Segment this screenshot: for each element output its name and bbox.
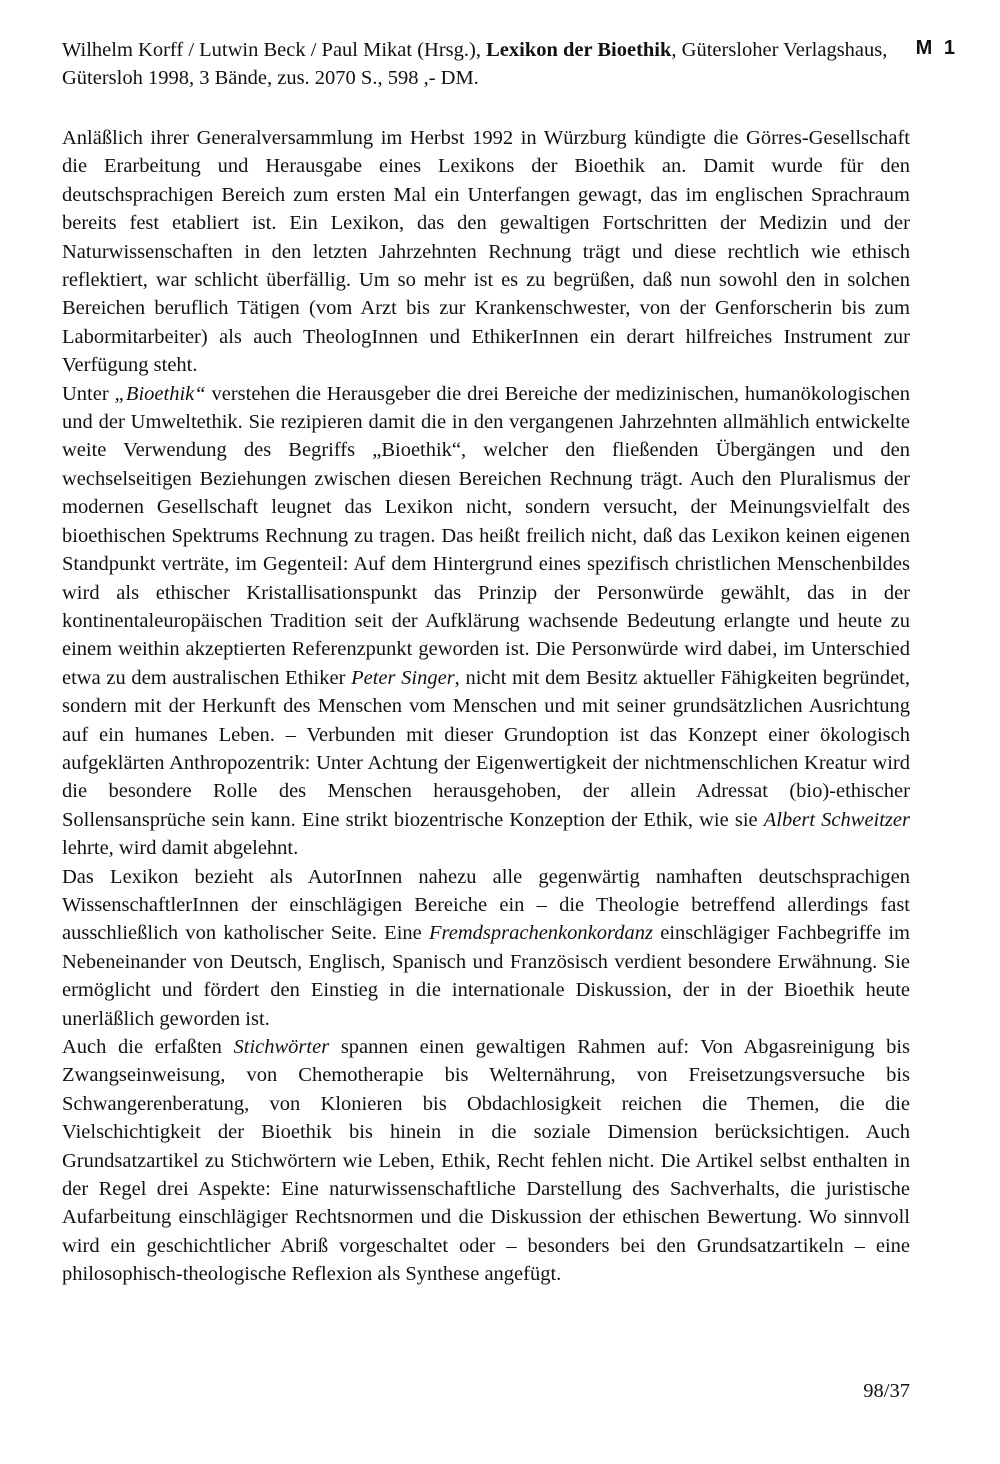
paragraph-4-text-a: Auch die erfaßten [62,1036,234,1058]
paragraph-3-text-a: Das Lexikon bezieht als AutorInnen nahezu alle gegenwärtig namhaften deutschsprachigen WissenschaftlerInnen der einschlägigen Bereiche ein – die Theologie betreffend allerdings fast ausschließlich von katholischer Seite. Eine [62,865,910,945]
paragraph-3 [62,863,910,1033]
paragraph-4-text-b: spannen einen gewaltigen Rahmen auf: Von Abgasreinigung bis Zwangseinweisung, von Chemotherapie bis Welternährung, von Freisetzungsversuche bis Schwangerenberatung, von Klonieren bis Obdachlosigkeit reichen die Themen, die die Vielschichtigkeit der Bioethik bis hinein in die soziale Dimension berücksichtigen. Auch Grundsatzartikel zu Stichwörtern wie Leben, Ethik, Recht fehlen nicht. Die Artikel selbst enthalten in der Regel drei Aspekte: Eine naturwissenschaftliche Darstellung des Sachverhalts, die juristische Aufarbeitung einschlägiger Rechtsnormen und die Diskussion der ethischen Bewertung. Wo sinnvoll wird ein geschichtlicher Abriß vorgeschaltet oder – besonders bei den Grundsatzartikeln – eine philosophisch-theologische Reflexion als Synthese angefügt. [62,1036,911,1286]
citation-header [62,36,910,92]
section-marker: M 1 [915,37,958,59]
citation-authors: Wilhelm Korff / Lutwin Beck / Paul Mikat (Hrsg.), [62,39,487,61]
paragraph-2-text-b: verstehen die Herausgeber die drei Bereiche der medizinischen, humanökologischen und der Umweltethik. Sie rezipieren damit die in den vergangenen Jahrzehnten allmählich entwickelte weite Verwendung des Begriffs „Bioethik“, welcher den fließenden Übergängen und den wechselseitigen Beziehungen zwischen diesen Bereichen Rechnung trägt. Auch den Pluralismus der modernen Gesellschaft leugnet das Lexikon nicht, sondern versucht, der Meinungsvielfalt des bioethischen Spektrums Rechnung zu tragen. Das heißt freilich nicht, daß das Lexikon keinen eigenen Standpunkt verträte, im Gegenteil: Auf dem Hintergrund eines spezifisch christlichen Menschenbildes wird als ethischer Kristallisationspunkt das Prinzip der Personwürde gewählt, das in der kontinentaleuropäischen Tradition seit der Aufklärung wachsende Bedeutung erlangte und heute zu einem weithin akzeptierten Referenzpunkt geworden ist. Die Personwürde wird dabei, im Unterschied etwa zu dem australischen Ethiker [62,382,910,689]
emphasis-bioethik: „Bioethik“ [114,382,206,405]
paragraph-1: Anläßlich ihrer Generalversammlung im Herbst 1992 in Würzburg kündigte die Görres-Gesellschaft die Erarbeitung und Herausgabe eines Lexikons der Bioethik an. Damit wurde für den deutschsprachigen Bereich zum ersten Mal ein Unterfangen gewagt, das im englischen Sprachraum bereits fest etabliert ist. Ein Lexikon, das den gewaltigen Fortschritten der Medizin und der Naturwissenschaften in den letzten Jahrzehnten Rechnung trägt und diese rechtlich wie ethisch reflektiert, war schlicht überfällig. Um so mehr ist es zu begrüßen, daß nun sowohl den in solchen Bereichen beruflich Tätigen (vom Arzt bis zur Krankenschwester, von der Genforscherin bis zum Labormitarbeiter) als auch TheologInnen und EthikerInnen ein derart hilfreiches Instrument zur Verfügung steht. [62,127,910,377]
citation-details: , Gütersloher Verlagshaus, Gütersloh 1998, 3 Bände, zus. 2070 S., 598 ,- DM. [62,39,888,89]
paragraph-2-text-d: lehrte, wird damit abgelehnt. [62,837,299,860]
paragraph-3-text-b: einschlägiger Fachbegriffe im Nebeneinander von Deutsch, Englisch, Spanisch und Französisch verdient besondere Erwähnung. Sie ermöglicht und fördert den Einstieg in die internationale Diskussion, der in der Bioethik heute unerläßlich geworden ist. [62,922,910,1030]
paragraph-2-text-c: , nicht mit dem Besitz aktueller Fähigkeiten begründet, sondern mit der Herkunft des Menschen vom Menschen und mit seiner grundsätzlichen Ausrichtung auf ein humanes Leben. – Verbunden mit dieser Grundoption ist das Konzept einer ökologisch aufgeklärten Anthropozentrik: Unter Achtung der Eigenwertigkeit der nichtmenschlichen Kreatur wird die besondere Rolle des Menschen herausgehoben, der allein Adressat (bio)-ethischer Sollensansprüche sein kann. Eine strikt biozentrische Konzeption der Ethik, wie sie [62,666,910,831]
paragraph-4 [62,1033,910,1289]
emphasis-peter-singer: Peter Singer [351,666,455,689]
emphasis-fremdsprachenkonkordanz: Fremdsprachenkonkordanz [429,922,653,945]
page-body [62,36,910,1289]
emphasis-stichwoerter: Stichwörter [233,1036,330,1058]
paragraph-2-text-a: Unter [62,382,115,405]
citation-title: Lexikon der Bioethik [486,39,672,61]
page-number: 98/37 [863,1380,910,1402]
emphasis-albert-schweitzer: Albert Schweitzer [763,808,910,831]
paragraph-2 [62,380,910,863]
